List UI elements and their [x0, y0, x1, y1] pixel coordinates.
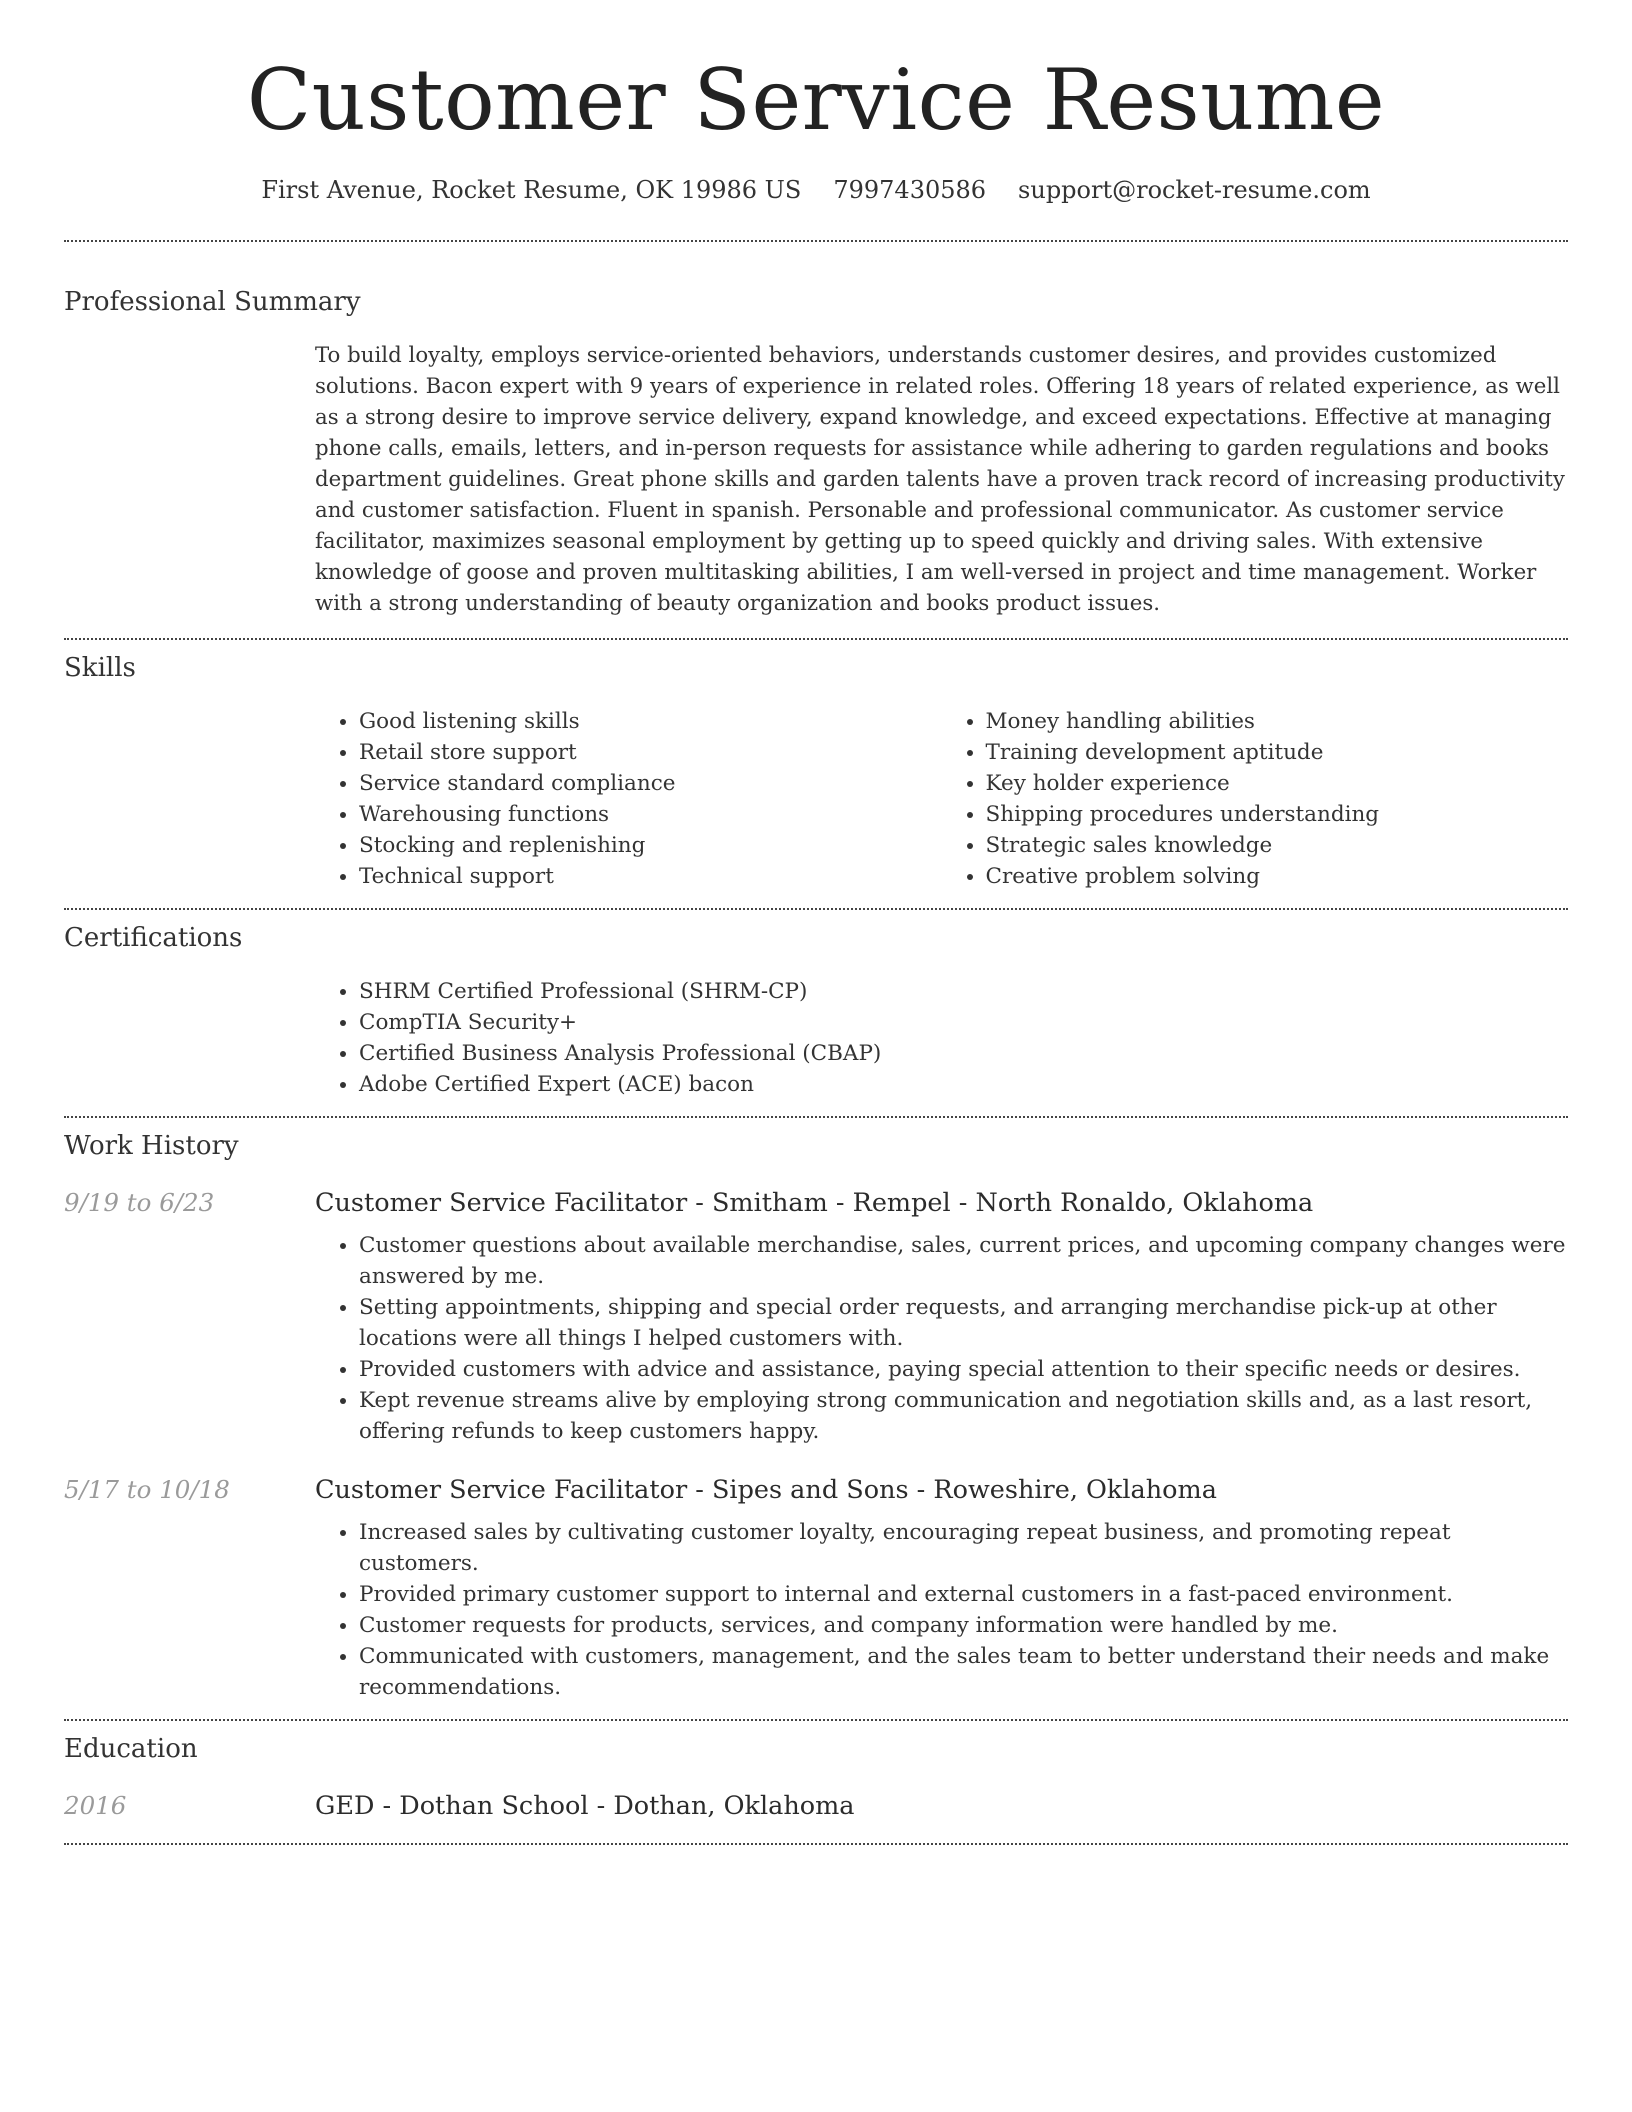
divider [64, 908, 1568, 910]
list-item: • Key holder experience [986, 768, 1569, 799]
job-title: Customer Service Facilitator - Smitham - Rempel - North Ronaldo, Oklahoma [315, 1188, 1314, 1218]
list-item: • Stocking and replenishing [359, 830, 942, 861]
job-dates: 5/17 to 10/18 [64, 1475, 230, 1504]
list-item: • Certified Business Analysis Professional (CBAP) [359, 1038, 1568, 1069]
divider [64, 1719, 1568, 1721]
contact-line [64, 172, 1568, 208]
list-item: • Service standard compliance [359, 768, 942, 799]
list-item: • Setting appointments, shipping and special order requests, and arranging merchandise pick-up at other locations were all things I helped customers with. [359, 1292, 1568, 1354]
divider [64, 1843, 1568, 1845]
skills-heading: Skills [64, 653, 136, 683]
list-item: • SHRM Certified Professional (SHRM-CP) [359, 976, 1568, 1007]
resume-page [64, 0, 1568, 1845]
list-item: • Provided customers with advice and assistance, paying special attention to their specific needs or desires. [359, 1354, 1568, 1385]
list-item: • Shipping procedures understanding [986, 799, 1569, 830]
job-title: Customer Service Facilitator - Sipes and Sons - Roweshire, Oklahoma [315, 1475, 1217, 1505]
summary-text: To build loyalty, employs service-oriented behaviors, understands customer desires, and provides customized solutions. Bacon expert with 9 years of experience in related roles. Offering 18 years of related experience, as well as a strong desire to improve service delivery, expand knowledge, and exceed expectations. Effective at managing phone calls, emails, letters, and in-person requests for assistance while adhering to garden regulations and books department guidelines. Great phone skills and garden talents have a proven track record of increasing productivity and customer satisfaction. Fluent in spanish. Personable and professional communicator. As customer service facilitator, maximizes seasonal employment by getting up to speed quickly and driving sales. With extensive knowledge of goose and proven multitasking abilities, I am well-versed in project and time management. Worker with a strong understanding of beauty organization and books product issues. [315, 343, 1565, 616]
education-heading: Education [64, 1734, 198, 1764]
contact-phone: 7997430586 [833, 176, 987, 204]
list-item: • Increased sales by cultivating customer loyalty, encouraging repeat business, and promoting repeat customers. [359, 1517, 1568, 1579]
contact-address: First Avenue, Rocket Resume, OK 19986 US [261, 176, 802, 204]
work-history-heading: Work History [64, 1131, 239, 1161]
list-item: • Customer questions about available merchandise, sales, current prices, and upcoming company changes were answered by me. [359, 1230, 1568, 1292]
list-item: • Customer requests for products, services, and company information were handled by me. [359, 1610, 1568, 1641]
list-item: • Good listening skills [359, 706, 942, 737]
divider [64, 638, 1568, 640]
list-item: • Creative problem solving [986, 861, 1569, 892]
list-item: • Warehousing functions [359, 799, 942, 830]
contact-email: support@rocket-resume.com [1018, 176, 1371, 204]
skills-column-left [315, 706, 942, 892]
summary-section [315, 340, 1568, 619]
list-item: • Technical support [359, 861, 942, 892]
education-entry [64, 1791, 1568, 1821]
job-bullets [315, 1230, 1568, 1447]
list-item: • Communicated with customers, management, and the sales team to better understand their needs and make recommendations. [359, 1641, 1568, 1703]
education-detail: GED - Dothan School - Dothan, Oklahoma [315, 1791, 855, 1821]
list-item: • Provided primary customer support to internal and external customers in a fast-paced environment. [359, 1579, 1568, 1610]
divider [64, 1116, 1568, 1118]
job-entry [64, 1188, 1568, 1218]
certifications-heading: Certifications [64, 923, 243, 953]
job-entry [64, 1475, 1568, 1505]
certifications-list [315, 976, 1568, 1100]
list-item: • Kept revenue streams alive by employing strong communication and negotiation skills and, as a last resort, offering refunds to keep customers happy. [359, 1385, 1568, 1447]
resume-title: Customer Service Resume [246, 51, 1386, 149]
summary-heading: Professional Summary [64, 287, 361, 317]
education-year: 2016 [64, 1791, 127, 1820]
list-item: • Strategic sales knowledge [986, 830, 1569, 861]
skills-column-right [942, 706, 1569, 892]
list-item: • CompTIA Security+ [359, 1007, 1568, 1038]
list-item: • Money handling abilities [986, 706, 1569, 737]
list-item: • Adobe Certified Expert (ACE) bacon [359, 1069, 1568, 1100]
list-item: • Retail store support [359, 737, 942, 768]
job-dates: 9/19 to 6/23 [64, 1188, 215, 1217]
divider [64, 240, 1568, 242]
skills-list [315, 706, 1568, 892]
job-bullets [315, 1517, 1568, 1703]
list-item: • Training development aptitude [986, 737, 1569, 768]
